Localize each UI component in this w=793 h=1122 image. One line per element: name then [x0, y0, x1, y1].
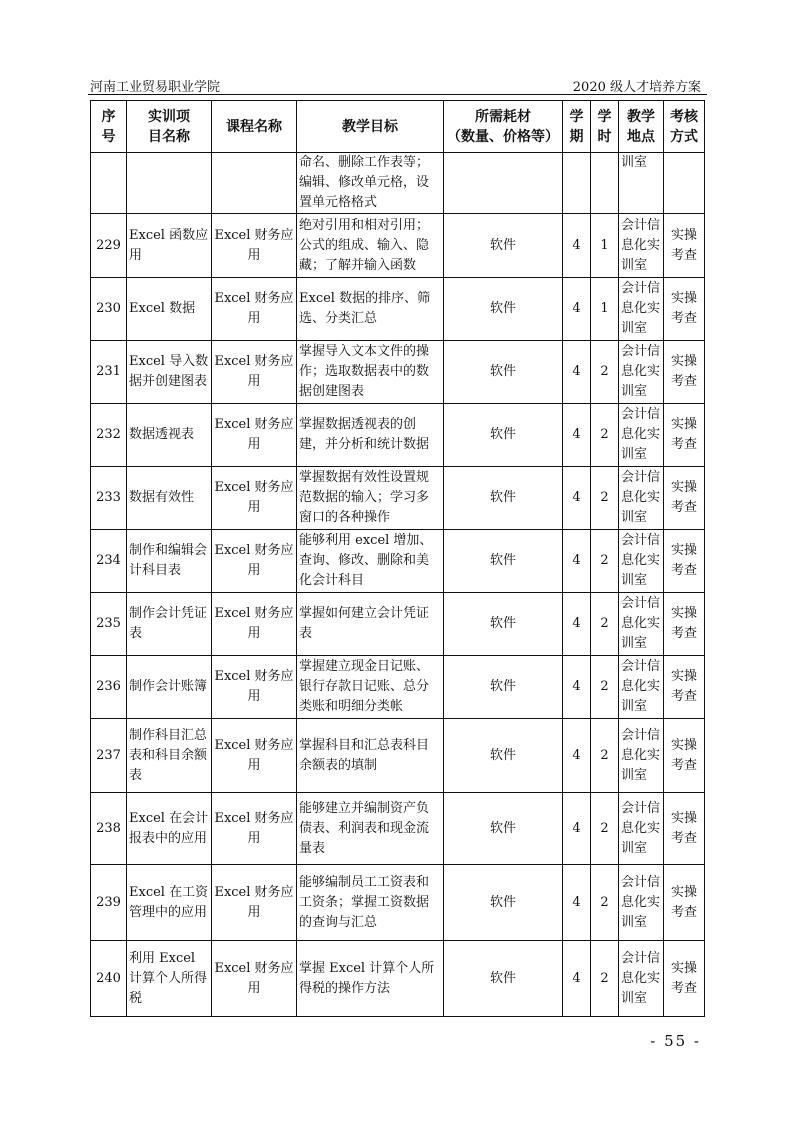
cell-assessment: 实操考查 — [664, 593, 705, 656]
table-row — [91, 404, 705, 467]
cell-hours: 2 — [591, 865, 619, 941]
cell-goal: 掌握科目和汇总表科目余额表的填制 — [297, 719, 444, 793]
cell-location: 会计信息化实训室 — [619, 467, 664, 530]
page-number: - 55 - — [650, 1032, 701, 1050]
cell-no: 230 — [91, 278, 127, 341]
table-header-row — [91, 101, 705, 153]
table-row — [91, 278, 705, 341]
col-project: 实训项 目名称 — [127, 101, 212, 153]
cell-semester: 4 — [563, 941, 591, 1017]
cell-no: 238 — [91, 793, 127, 865]
cell-assessment: 实操考查 — [664, 530, 705, 593]
cell-materials: 软件 — [444, 404, 563, 467]
cell-location: 会计信息化实训室 — [619, 214, 664, 278]
cell-assessment: 实操考查 — [664, 341, 705, 404]
cell-project: 利用 Excel 计算个人所得税 — [127, 941, 212, 1017]
table-row — [91, 865, 705, 941]
cell-materials: 软件 — [444, 865, 563, 941]
cell-no: 235 — [91, 593, 127, 656]
cell-semester: 4 — [563, 214, 591, 278]
cell-location: 会计信息化实训室 — [619, 530, 664, 593]
cell-hours: 2 — [591, 593, 619, 656]
cell-materials: 软件 — [444, 214, 563, 278]
cell-goal: 掌握导入文本文件的操作；选取数据表中的数据创建图表 — [297, 341, 444, 404]
table-row-continuation — [91, 153, 705, 214]
cell-no: 234 — [91, 530, 127, 593]
cell-course: Excel 财务应用 — [212, 341, 297, 404]
cell-location: 会计信息化实训室 — [619, 278, 664, 341]
cell-course: Excel 财务应用 — [212, 404, 297, 467]
cell-hours: 2 — [591, 467, 619, 530]
cell-semester: 4 — [563, 278, 591, 341]
cell-no: 236 — [91, 656, 127, 719]
cell-no: 232 — [91, 404, 127, 467]
cell-materials: 软件 — [444, 341, 563, 404]
cell-semester: 4 — [563, 593, 591, 656]
cell-project: Excel 导入数据并创建图表 — [127, 341, 212, 404]
cell-location: 会计信息化实训室 — [619, 341, 664, 404]
cell-hours: 2 — [591, 793, 619, 865]
cell-location: 会计信息化实训室 — [619, 719, 664, 793]
cell-course: Excel 财务应用 — [212, 941, 297, 1017]
cell-materials: 软件 — [444, 941, 563, 1017]
header-rule — [88, 94, 707, 95]
cell-semester: 4 — [563, 530, 591, 593]
cell-course: Excel 财务应用 — [212, 278, 297, 341]
cell-materials: 软件 — [444, 656, 563, 719]
cell-project: 制作和编辑会计科目表 — [127, 530, 212, 593]
cell-materials: 软件 — [444, 593, 563, 656]
cell-goal: 命名、删除工作表等；编辑、修改单元格，设置单元格格式 — [297, 153, 444, 214]
cell-semester: 4 — [563, 467, 591, 530]
cell-goal: 绝对引用和相对引用；公式的组成、输入、隐藏；了解并输入函数 — [297, 214, 444, 278]
cell-goal: 掌握如何建立会计凭证表 — [297, 593, 444, 656]
table-row — [91, 214, 705, 278]
cell-course: Excel 财务应用 — [212, 793, 297, 865]
col-materials: 所需耗材 （数量、价格等） — [444, 101, 563, 153]
col-hours: 学 时 — [591, 101, 619, 153]
cell-location: 会计信息化实训室 — [619, 793, 664, 865]
cell-assessment: 实操考查 — [664, 404, 705, 467]
cell-assessment: 实操考查 — [664, 278, 705, 341]
cell-hours: 2 — [591, 941, 619, 1017]
cell-course: Excel 财务应用 — [212, 530, 297, 593]
cell-project: Excel 在会计报表中的应用 — [127, 793, 212, 865]
col-location: 教学 地点 — [619, 101, 664, 153]
cell-materials: 软件 — [444, 793, 563, 865]
cell-goal: 能够建立并编制资产负债表、利润表和现金流量表 — [297, 793, 444, 865]
table-row — [91, 593, 705, 656]
cell-hours: 2 — [591, 341, 619, 404]
table-row — [91, 467, 705, 530]
cell-location: 会计信息化实训室 — [619, 593, 664, 656]
cell-location: 训室 — [619, 153, 664, 214]
cell-no: 231 — [91, 341, 127, 404]
cell-project: 数据有效性 — [127, 467, 212, 530]
cell-course: Excel 财务应用 — [212, 656, 297, 719]
col-course: 课程名称 — [212, 101, 297, 153]
table-row — [91, 941, 705, 1017]
cell-hours: 2 — [591, 719, 619, 793]
header-school-name: 河南工业贸易职业学院 — [90, 80, 221, 95]
cell-assessment: 实操考查 — [664, 214, 705, 278]
cell-goal: 掌握数据有效性设置规范数据的输入；学习多窗口的各种操作 — [297, 467, 444, 530]
cell-assessment: 实操考查 — [664, 656, 705, 719]
table-row — [91, 719, 705, 793]
table-row — [91, 656, 705, 719]
cell-project: 制作科目汇总表和科目余额表 — [127, 719, 212, 793]
cell-course: Excel 财务应用 — [212, 593, 297, 656]
col-semester: 学 期 — [563, 101, 591, 153]
cell-no: 229 — [91, 214, 127, 278]
cell-semester: 4 — [563, 719, 591, 793]
cell-goal: 掌握数据透视表的创建，并分析和统计数据 — [297, 404, 444, 467]
cell-no: 240 — [91, 941, 127, 1017]
cell-hours: 1 — [591, 278, 619, 341]
cell-assessment: 实操考查 — [664, 865, 705, 941]
cell-course: Excel 财务应用 — [212, 467, 297, 530]
header-plan-title: 2020 级人才培养方案 — [572, 80, 701, 95]
cell-semester: 4 — [563, 404, 591, 467]
col-assessment: 考核 方式 — [664, 101, 705, 153]
table-row — [91, 341, 705, 404]
cell-goal: 能够编制员工工资表和工资条；掌握工资数据的查询与汇总 — [297, 865, 444, 941]
cell-semester: 4 — [563, 793, 591, 865]
cell-assessment: 实操考查 — [664, 719, 705, 793]
table-row — [91, 793, 705, 865]
cell-location: 会计信息化实训室 — [619, 865, 664, 941]
cell-course: Excel 财务应用 — [212, 865, 297, 941]
cell-semester: 4 — [563, 656, 591, 719]
cell-goal: 掌握 Excel 计算个人所得税的操作方法 — [297, 941, 444, 1017]
cell-materials: 软件 — [444, 530, 563, 593]
cell-hours: 2 — [591, 530, 619, 593]
cell-location: 会计信息化实训室 — [619, 656, 664, 719]
col-seq: 序 号 — [91, 101, 127, 153]
cell-goal: 掌握建立现金日记账、银行存款日记账、总分类账和明细分类帐 — [297, 656, 444, 719]
cell-course: Excel 财务应用 — [212, 719, 297, 793]
cell-location: 会计信息化实训室 — [619, 941, 664, 1017]
cell-assessment: 实操考查 — [664, 467, 705, 530]
cell-location: 会计信息化实训室 — [619, 404, 664, 467]
cell-materials: 软件 — [444, 278, 563, 341]
cell-assessment: 实操考查 — [664, 941, 705, 1017]
cell-no: 237 — [91, 719, 127, 793]
cell-materials: 软件 — [444, 467, 563, 530]
cell-hours: 1 — [591, 214, 619, 278]
cell-project: Excel 函数应用 — [127, 214, 212, 278]
training-projects-table — [90, 100, 705, 1017]
cell-semester: 4 — [563, 865, 591, 941]
cell-course: Excel 财务应用 — [212, 214, 297, 278]
cell-project: Excel 数据 — [127, 278, 212, 341]
cell-semester: 4 — [563, 341, 591, 404]
cell-project: 制作会计账簿 — [127, 656, 212, 719]
cell-materials: 软件 — [444, 719, 563, 793]
cell-project: 制作会计凭证表 — [127, 593, 212, 656]
cell-assessment: 实操考查 — [664, 793, 705, 865]
col-goal: 教学目标 — [297, 101, 444, 153]
cell-goal: Excel 数据的排序、筛选、分类汇总 — [297, 278, 444, 341]
cell-no: 233 — [91, 467, 127, 530]
cell-hours: 2 — [591, 656, 619, 719]
table-row — [91, 530, 705, 593]
cell-project: 数据透视表 — [127, 404, 212, 467]
cell-hours: 2 — [591, 404, 619, 467]
cell-project: Excel 在工资管理中的应用 — [127, 865, 212, 941]
cell-goal: 能够利用 excel 增加、查询、修改、删除和美化会计科目 — [297, 530, 444, 593]
cell-no: 239 — [91, 865, 127, 941]
